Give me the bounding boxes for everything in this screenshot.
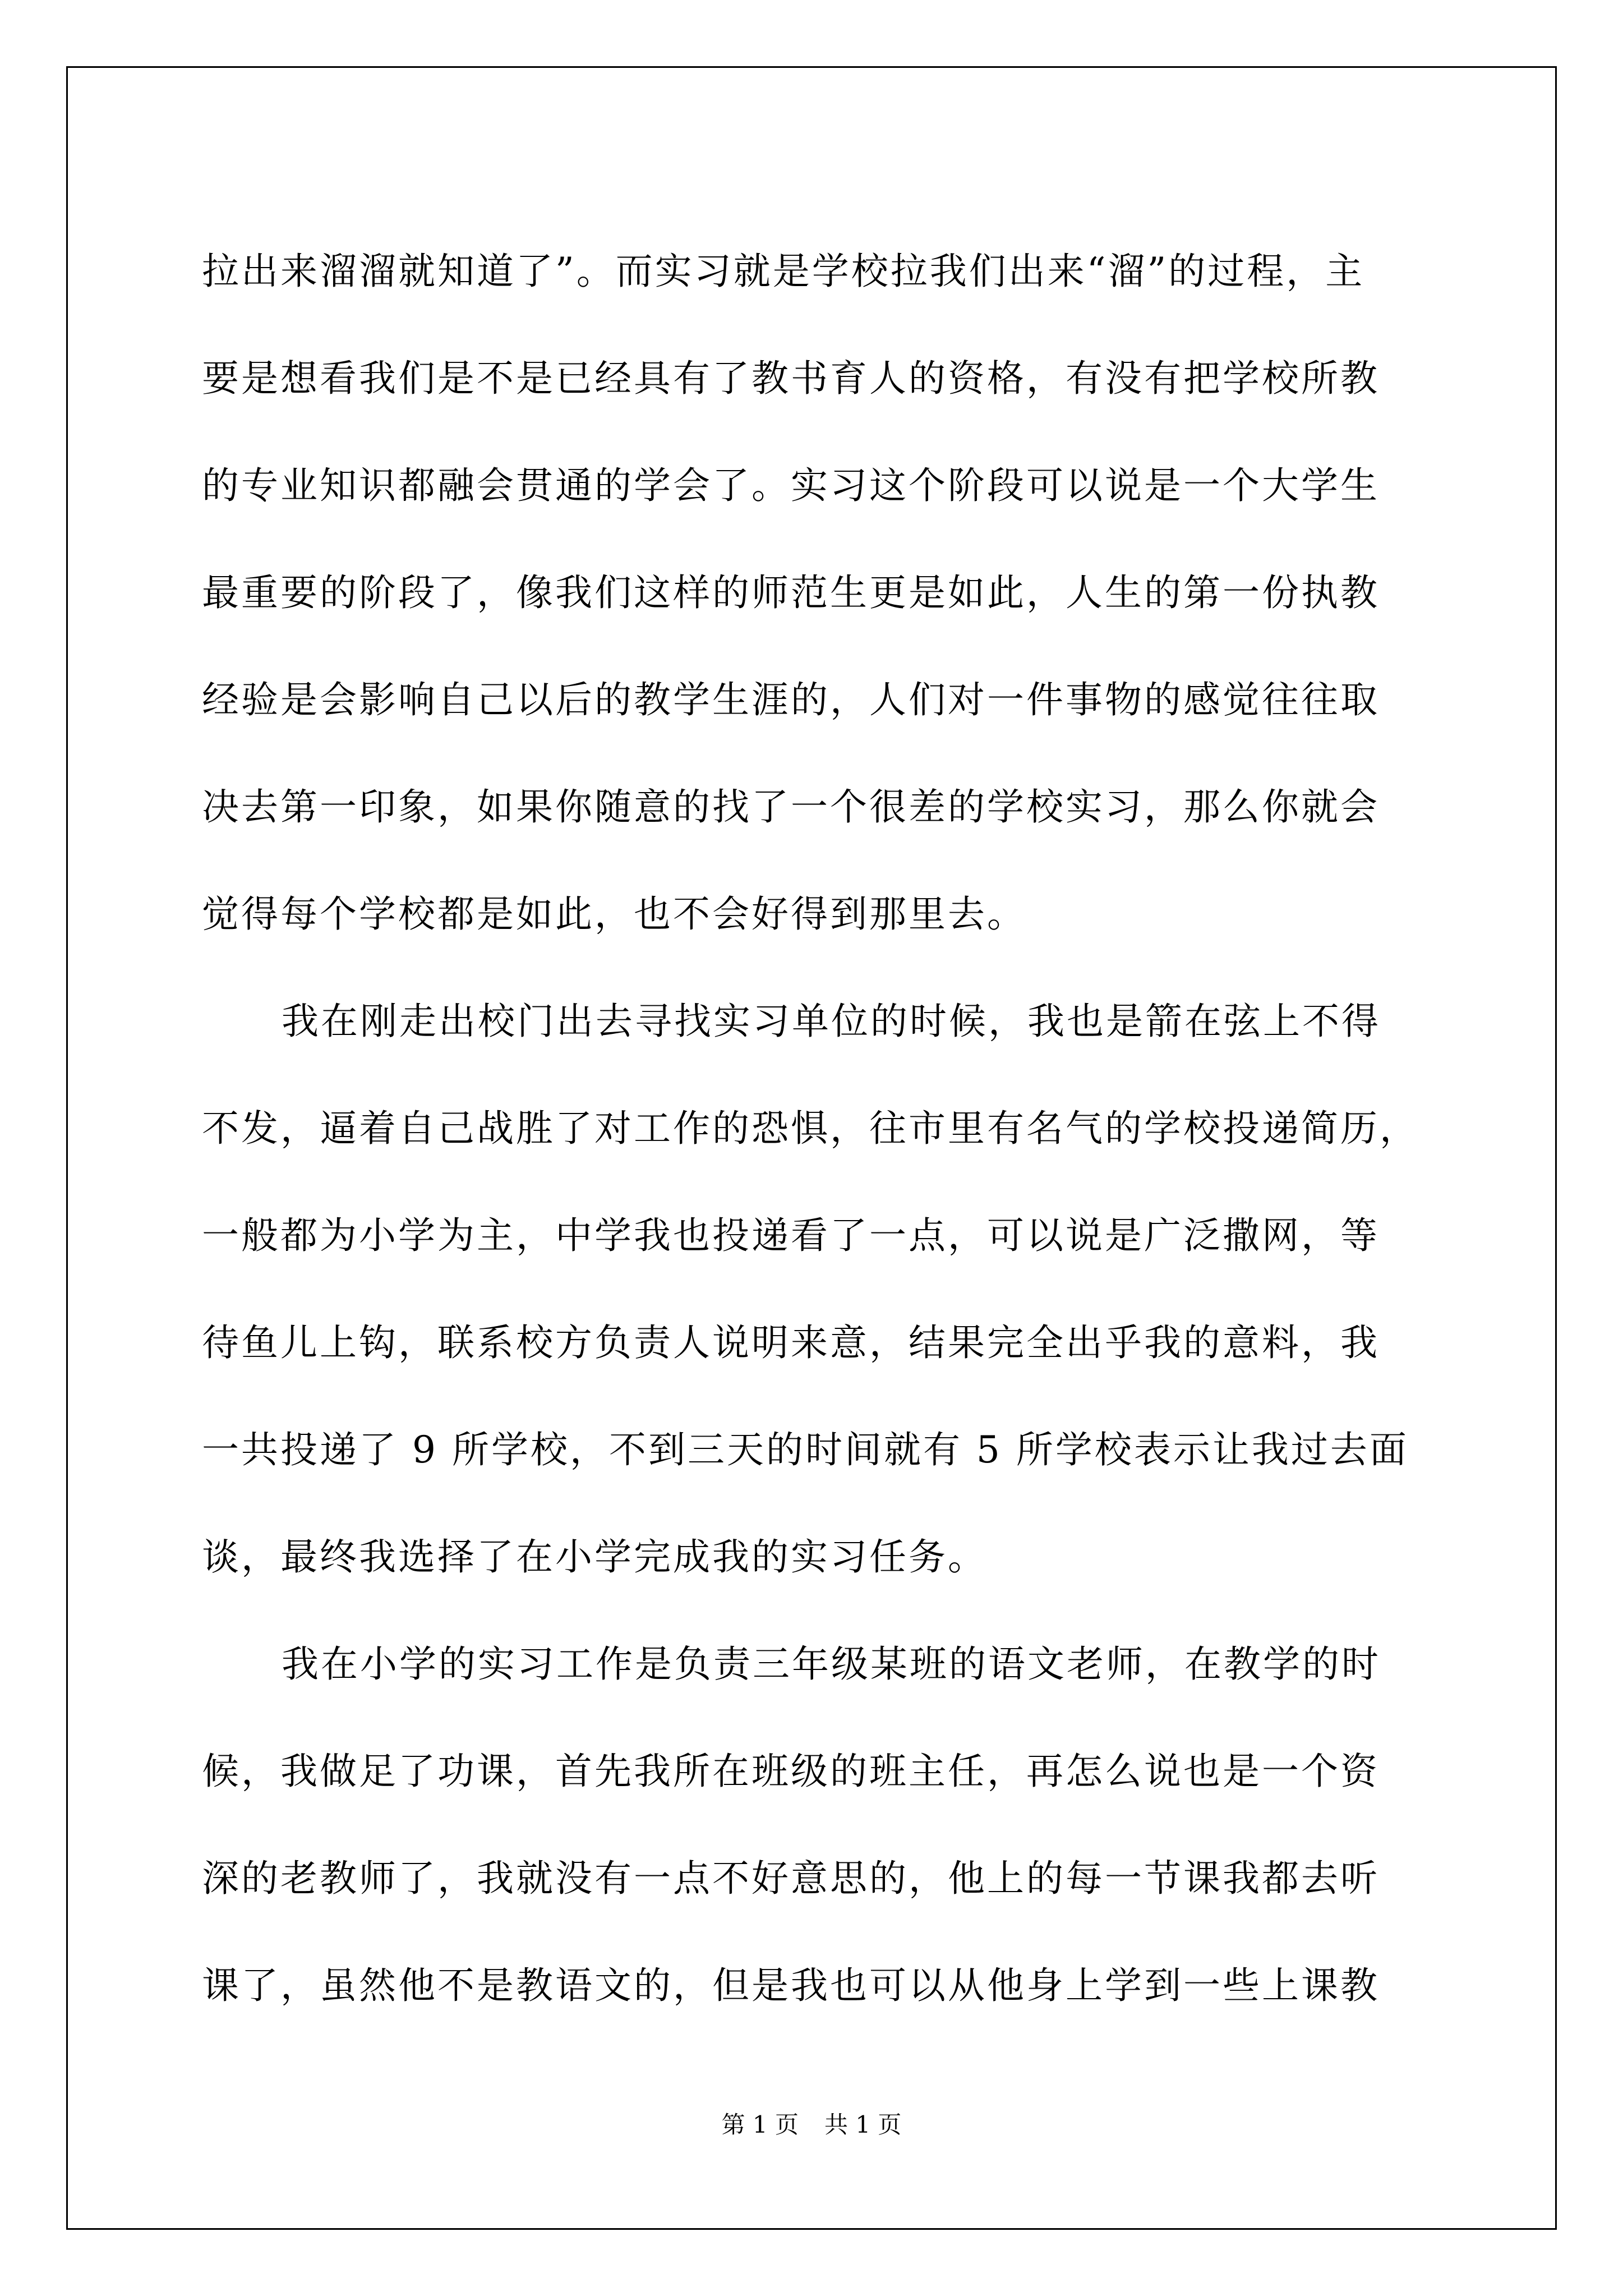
text-line: 不发，逼着自己战胜了对工作的恐惧，往市里有名气的学校投递简历， [202,1107,1419,1150]
text-line: 深的老教师了，我就没有一点不好意思的，他上的每一节课我都去听 [202,1857,1380,1900]
text-line: 待鱼儿上钩，联系校方负责人说明来意，结果完全出乎我的意料，我 [202,1321,1380,1364]
text-line: 决去第一印象，如果你随意的找了一个很差的学校实习，那么你就会 [202,785,1380,829]
paragraph-start-line: 我在小学的实习工作是负责三年级某班的语文老师，在教学的时 [282,1642,1381,1686]
text-line: 觉得每个学校都是如此，也不会好得到那里去。 [202,892,1026,936]
document-body [202,218,1430,2039]
text-line: 最重要的阶段了，像我们这样的师范生更是如此，人生的第一份执教 [202,571,1380,614]
text-line: 谈，最终我选择了在小学完成我的实习任务。 [202,1535,987,1579]
text-line: 的专业知识都融会贯通的学会了。实习这个阶段可以说是一个大学生 [202,464,1380,507]
text-line: 一般都为小学为主，中学我也投递看了一点，可以说是广泛撒网，等 [202,1214,1380,1257]
paragraph-start-line: 我在刚走出校门出去寻找实习单位的时候，我也是箭在弦上不得 [282,1000,1381,1043]
page-number-current: 第 1 页 [721,2111,799,2138]
text-line: 要是想看我们是不是已经具有了教书育人的资格，有没有把学校所教 [202,357,1380,400]
text-line: 候，我做足了功课，首先我所在班级的班主任，再怎么说也是一个资 [202,1750,1380,1793]
text-line: 拉出来溜溜就知道了”。而实习就是学校拉我们出来“溜”的过程，主 [202,250,1365,293]
page-number-total: 共 1 页 [824,2111,902,2138]
text-line: 经验是会影响自己以后的教学生涯的，人们对一件事物的感觉往往取 [202,678,1380,721]
text-line: 课了，虽然他不是教语文的，但是我也可以从他身上学到一些上课教 [202,1964,1380,2007]
page-footer [0,2108,1623,2142]
text-line: 一共投递了 9 所学校，不到三天的时间就有 5 所学校表示让我过去面 [202,1428,1409,1471]
